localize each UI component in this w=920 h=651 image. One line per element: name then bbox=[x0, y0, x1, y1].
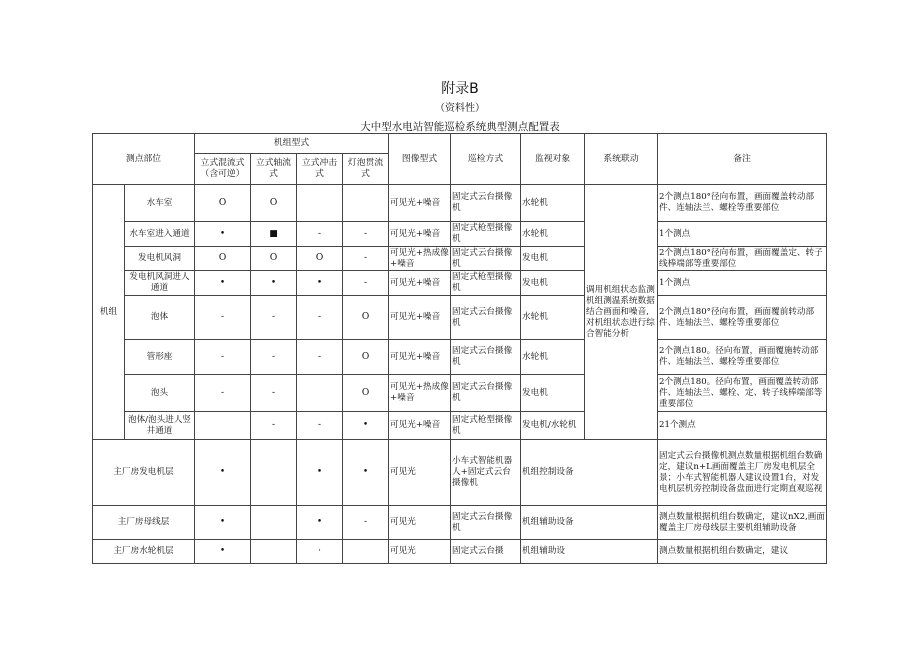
image-type: 可见光 bbox=[389, 506, 451, 540]
table-row bbox=[93, 440, 827, 506]
inspection-method: 固定式云台摄像机 bbox=[451, 247, 521, 271]
image-type: 可见光+噪音 bbox=[389, 412, 451, 440]
monitored-object: 水轮机 bbox=[521, 296, 585, 340]
monitored-object: 发电机 bbox=[521, 247, 585, 271]
table-row bbox=[93, 506, 827, 540]
remark-text: 21个测点 bbox=[658, 412, 827, 440]
point-subpart: 水车室进入通道 bbox=[125, 222, 195, 247]
type3-symbol bbox=[297, 375, 343, 412]
monitored-object: 水轮机 bbox=[521, 222, 585, 247]
type4-symbol: • bbox=[343, 440, 389, 506]
remark-text: 固定式云台摄像机测点数量根据机组台数确定，建议n+L画面覆盖主厂房发电机层全景；小车式智能机器人建议设置1台，对发电机层机旁控制设备盘面进行定期直观巡视 bbox=[658, 440, 827, 506]
type1-symbol: - bbox=[195, 296, 251, 340]
monitored-object: 机组辅助设 bbox=[521, 540, 658, 564]
image-type: 可见光+热成像+噪音 bbox=[389, 375, 451, 412]
image-type: 可见光+噪音 bbox=[389, 185, 451, 222]
remark-text: 2个测点180°径向布置，画面覆盖定、转子线棒端部等重要部位 bbox=[658, 247, 827, 271]
inspection-method: 固定式云台摄像机 bbox=[451, 185, 521, 222]
type2-symbol: O bbox=[251, 185, 297, 222]
point-subpart: 水车室 bbox=[125, 185, 195, 222]
table-row bbox=[93, 296, 827, 340]
type2-symbol bbox=[251, 440, 297, 506]
inspection-method: 固定式云台摄像机 bbox=[451, 506, 521, 540]
system-linkage-text: 调用机组状态监测机组测温系统数据结合画面和噪音,对机组状态进行综合智能分析 bbox=[585, 185, 658, 440]
type2-symbol: O bbox=[251, 247, 297, 271]
table-row bbox=[93, 540, 827, 564]
type2-symbol bbox=[251, 540, 297, 564]
header-type4: 灯泡贯流式 bbox=[343, 154, 389, 185]
type3-symbol: - bbox=[297, 222, 343, 247]
table-row bbox=[93, 222, 827, 247]
header-linkage: 系统联动 bbox=[585, 134, 658, 185]
group-label-unit: 机组 bbox=[93, 185, 125, 440]
remark-text: 1个测点 bbox=[658, 271, 827, 296]
type2-symbol: ■ bbox=[251, 222, 297, 247]
header-object: 监视对象 bbox=[521, 134, 585, 185]
appendix-note: （资料性） bbox=[435, 103, 485, 114]
type2-symbol: - bbox=[251, 296, 297, 340]
remark-text: 1个测点 bbox=[658, 222, 827, 247]
table-row bbox=[93, 185, 827, 222]
type4-symbol: - bbox=[343, 247, 389, 271]
remark-text: 2个测点180。径向布置，画面覆盖转动部件、连轴法兰、螺栓、定、转子线棒端部等重要部位 bbox=[658, 375, 827, 412]
table-row bbox=[93, 247, 827, 271]
point-name: 主厂房发电机层 bbox=[93, 440, 195, 506]
type4-symbol: O bbox=[343, 296, 389, 340]
remark-text: 2个测点180°径向布置，画面覆盖转动部件、连轴法兰、螺栓等重要部位 bbox=[658, 185, 827, 222]
header-method: 巡检方式 bbox=[451, 134, 521, 185]
monitored-object: 水轮机 bbox=[521, 340, 585, 375]
header-remark: 备注 bbox=[658, 134, 827, 185]
monitored-object: 机组控制设备 bbox=[521, 440, 658, 506]
inspection-method: 固定式云台摄 bbox=[451, 540, 521, 564]
type3-symbol: O bbox=[297, 247, 343, 271]
type2-symbol: - bbox=[251, 412, 297, 440]
type3-symbol: · bbox=[297, 540, 343, 564]
table-row bbox=[93, 271, 827, 296]
point-name: 主厂房水轮机层 bbox=[93, 540, 195, 564]
header-unit-type: 机组型式 bbox=[195, 134, 389, 154]
image-type: 可见光+噪音 bbox=[389, 296, 451, 340]
type4-symbol: • bbox=[343, 412, 389, 440]
type3-symbol: • bbox=[297, 506, 343, 540]
type2-symbol: - bbox=[251, 340, 297, 375]
remark-text: 2个测点180。径向布置，画面覆施转动部件、连轴法兰、螺栓等重要部位 bbox=[658, 340, 827, 375]
image-type: 可见光+热成像+噪音 bbox=[390, 247, 449, 269]
type4-symbol bbox=[343, 540, 389, 564]
image-type: 可见光+噪音 bbox=[389, 222, 451, 247]
point-subpart: 泡头 bbox=[125, 375, 195, 412]
inspection-method: 固定式枪型摄像机 bbox=[451, 412, 521, 440]
monitored-object: 机组辅助设备 bbox=[521, 506, 658, 540]
inspection-method: 小车式智能机器人+固定式云台摄像机 bbox=[451, 440, 521, 506]
table-title: 大中型水电站智能巡检系统典型测点配置表 bbox=[360, 121, 560, 133]
point-subpart: 泡体 bbox=[125, 296, 195, 340]
type4-symbol: - bbox=[343, 271, 389, 296]
point-subpart: 发电机风洞进人通道 bbox=[125, 271, 195, 296]
monitored-object: 发电机 bbox=[521, 375, 585, 412]
type1-symbol: • bbox=[195, 540, 251, 564]
point-subpart: 泡体/泡头进人竖井通道 bbox=[125, 412, 195, 440]
table-row bbox=[93, 340, 827, 375]
type4-symbol: O bbox=[343, 375, 389, 412]
image-type: 可见光+噪音 bbox=[389, 340, 451, 375]
inspection-method: 固定式云台摄像机 bbox=[451, 296, 521, 340]
image-type: 可见光+噪音 bbox=[389, 271, 451, 296]
inspection-method: 固定式枪型摄像机 bbox=[451, 222, 521, 247]
image-type: 可见光 bbox=[389, 540, 451, 564]
type3-symbol: - bbox=[297, 340, 343, 375]
point-subpart: 发电机风洞 bbox=[125, 247, 195, 271]
type4-symbol: - bbox=[343, 222, 389, 247]
remark-text: 2个测点180°径向布置，画面覆前转动部件、连轴法兰、螺栓等重要部位 bbox=[658, 296, 827, 340]
remark-text: 测点数量根据机组台数确定，建议nX2,画面覆盖主厂房母线层主要机组辅助设备 bbox=[658, 506, 827, 540]
header-image: 图像型式 bbox=[389, 134, 451, 185]
inspection-method: 固定式云台摄像机 bbox=[451, 340, 521, 375]
monitored-object: 发电机/水轮机 bbox=[521, 412, 585, 440]
monitored-object: 发电机 bbox=[521, 271, 585, 296]
type1-symbol: O bbox=[195, 185, 251, 222]
point-subpart: 管形座 bbox=[125, 340, 195, 375]
type3-symbol: • bbox=[297, 440, 343, 506]
measurement-point-table bbox=[92, 133, 827, 564]
type3-symbol bbox=[297, 185, 343, 222]
header-type3: 立式冲击式 bbox=[297, 154, 343, 185]
header-type2: 立式轴流式 bbox=[251, 154, 297, 185]
appendix-title: 附录B bbox=[441, 81, 479, 97]
type1-symbol bbox=[195, 412, 251, 440]
type2-symbol: • bbox=[251, 271, 297, 296]
type3-symbol: • bbox=[297, 271, 343, 296]
monitored-object: 水轮机 bbox=[521, 185, 585, 222]
type3-symbol: - bbox=[297, 412, 343, 440]
table-row bbox=[93, 375, 827, 412]
type1-symbol: O bbox=[195, 247, 251, 271]
type4-symbol: - bbox=[343, 506, 389, 540]
header-type1: 立式混流式（含可逆） bbox=[195, 154, 251, 185]
type1-symbol: • bbox=[195, 271, 251, 296]
point-name: 主厂房母线层 bbox=[93, 506, 195, 540]
remark-text: 测点数量根据机组台数确定，建议 bbox=[658, 540, 827, 564]
type1-symbol: • bbox=[195, 222, 251, 247]
type4-symbol bbox=[343, 185, 389, 222]
type2-symbol: - bbox=[251, 375, 297, 412]
table-row bbox=[93, 412, 827, 440]
inspection-method: 固定式枪型摄像机 bbox=[451, 271, 521, 296]
inspection-method: 固定式云台摄像机 bbox=[451, 375, 521, 412]
type3-symbol: - bbox=[297, 296, 343, 340]
header-point: 测点部位 bbox=[93, 134, 195, 185]
type1-symbol: • bbox=[195, 440, 251, 506]
type4-symbol: O bbox=[343, 340, 389, 375]
type1-symbol: - bbox=[195, 375, 251, 412]
type2-symbol bbox=[251, 506, 297, 540]
type1-symbol: - bbox=[195, 340, 251, 375]
image-type: 可见光 bbox=[389, 440, 451, 506]
type1-symbol: • bbox=[195, 506, 251, 540]
